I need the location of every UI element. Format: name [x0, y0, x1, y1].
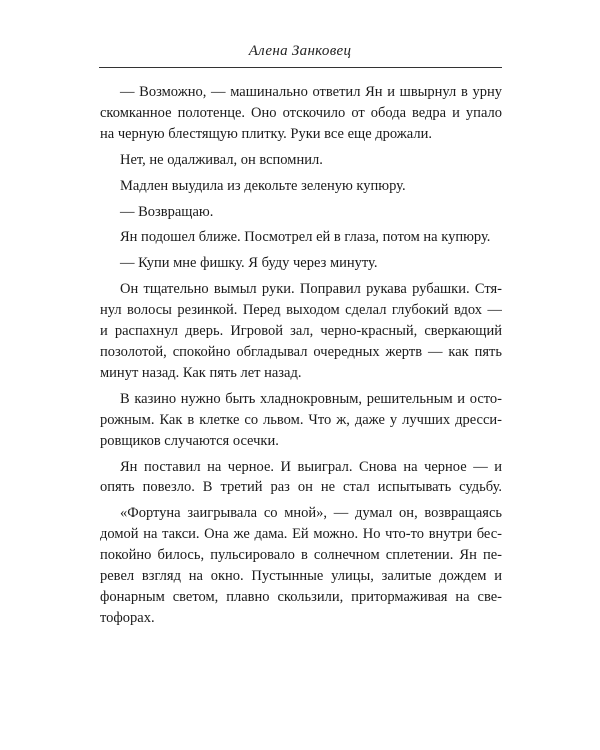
- text-line: «Фортуна заигрывала со мной», — думал он, возвращаясь: [120, 505, 502, 522]
- text-line: Мадлен выудила из декольте зеленую купюру.: [120, 177, 406, 194]
- text-line: и распахнул дверь. Игровой зал, черно-красный, сверкающий: [100, 323, 502, 340]
- text-line: ревел взгляд на окно. Пустынные улицы, залитые дождем и: [100, 568, 502, 585]
- text-line: тофорах.: [100, 609, 155, 626]
- body-text: [100, 82, 502, 629]
- text-line: Ян подошел ближе. Посмотрел ей в глаза, потом на купюру.: [120, 229, 491, 246]
- text-line: на черную блестящую плитку. Руки все еще дрожали.: [100, 125, 432, 142]
- text-line: ровщиков случаются осечки.: [100, 432, 279, 449]
- text-line: скомканное полотенце. Оно отскочило от обода ведра и упало: [100, 104, 502, 121]
- text-line: позолотой, спокойно обгладывал очередных жертв — как пять: [100, 343, 502, 360]
- text-line: В казино нужно быть хладнокровным, решительным и осто-: [120, 390, 502, 407]
- text-line: Ян поставил на черное. И выиграл. Снова на черное — и: [120, 458, 502, 475]
- text-line: — Возможно, — машинально ответил Ян и швырнул в урну: [120, 84, 502, 100]
- text-line: — Возвращаю.: [120, 203, 214, 220]
- text-line: домой на такси. Она же дама. Ей можно. Но что-то внутри бес-: [100, 526, 502, 543]
- text-line: покойно билось, пульсировало в солнечном сплетении. Ян пе-: [100, 547, 502, 564]
- text-line: минут назад. Как пять лет назад.: [100, 364, 302, 381]
- text-line: опять повезло. В третий раз он не стал испытывать судьбу.: [100, 479, 502, 496]
- text-line: Нет, не одалживал, он вспомнил.: [120, 151, 323, 168]
- text-line: рожным. Как в клетке со львом. Что ж, даже у лучших дресси-: [100, 411, 502, 428]
- text-line: нул волосы резинкой. Перед выходом сделал глубокий вдох —: [100, 302, 502, 319]
- header-rule: [99, 67, 502, 68]
- text-line: фонарным светом, плавно скользили, притормаживая на све-: [100, 588, 502, 605]
- text-line: Он тщательно вымыл руки. Поправил рукава рубашки. Стя-: [120, 281, 502, 298]
- running-head: Алена Занковец: [248, 43, 352, 59]
- text-line: — Купи мне фишку. Я буду через минуту.: [120, 255, 378, 272]
